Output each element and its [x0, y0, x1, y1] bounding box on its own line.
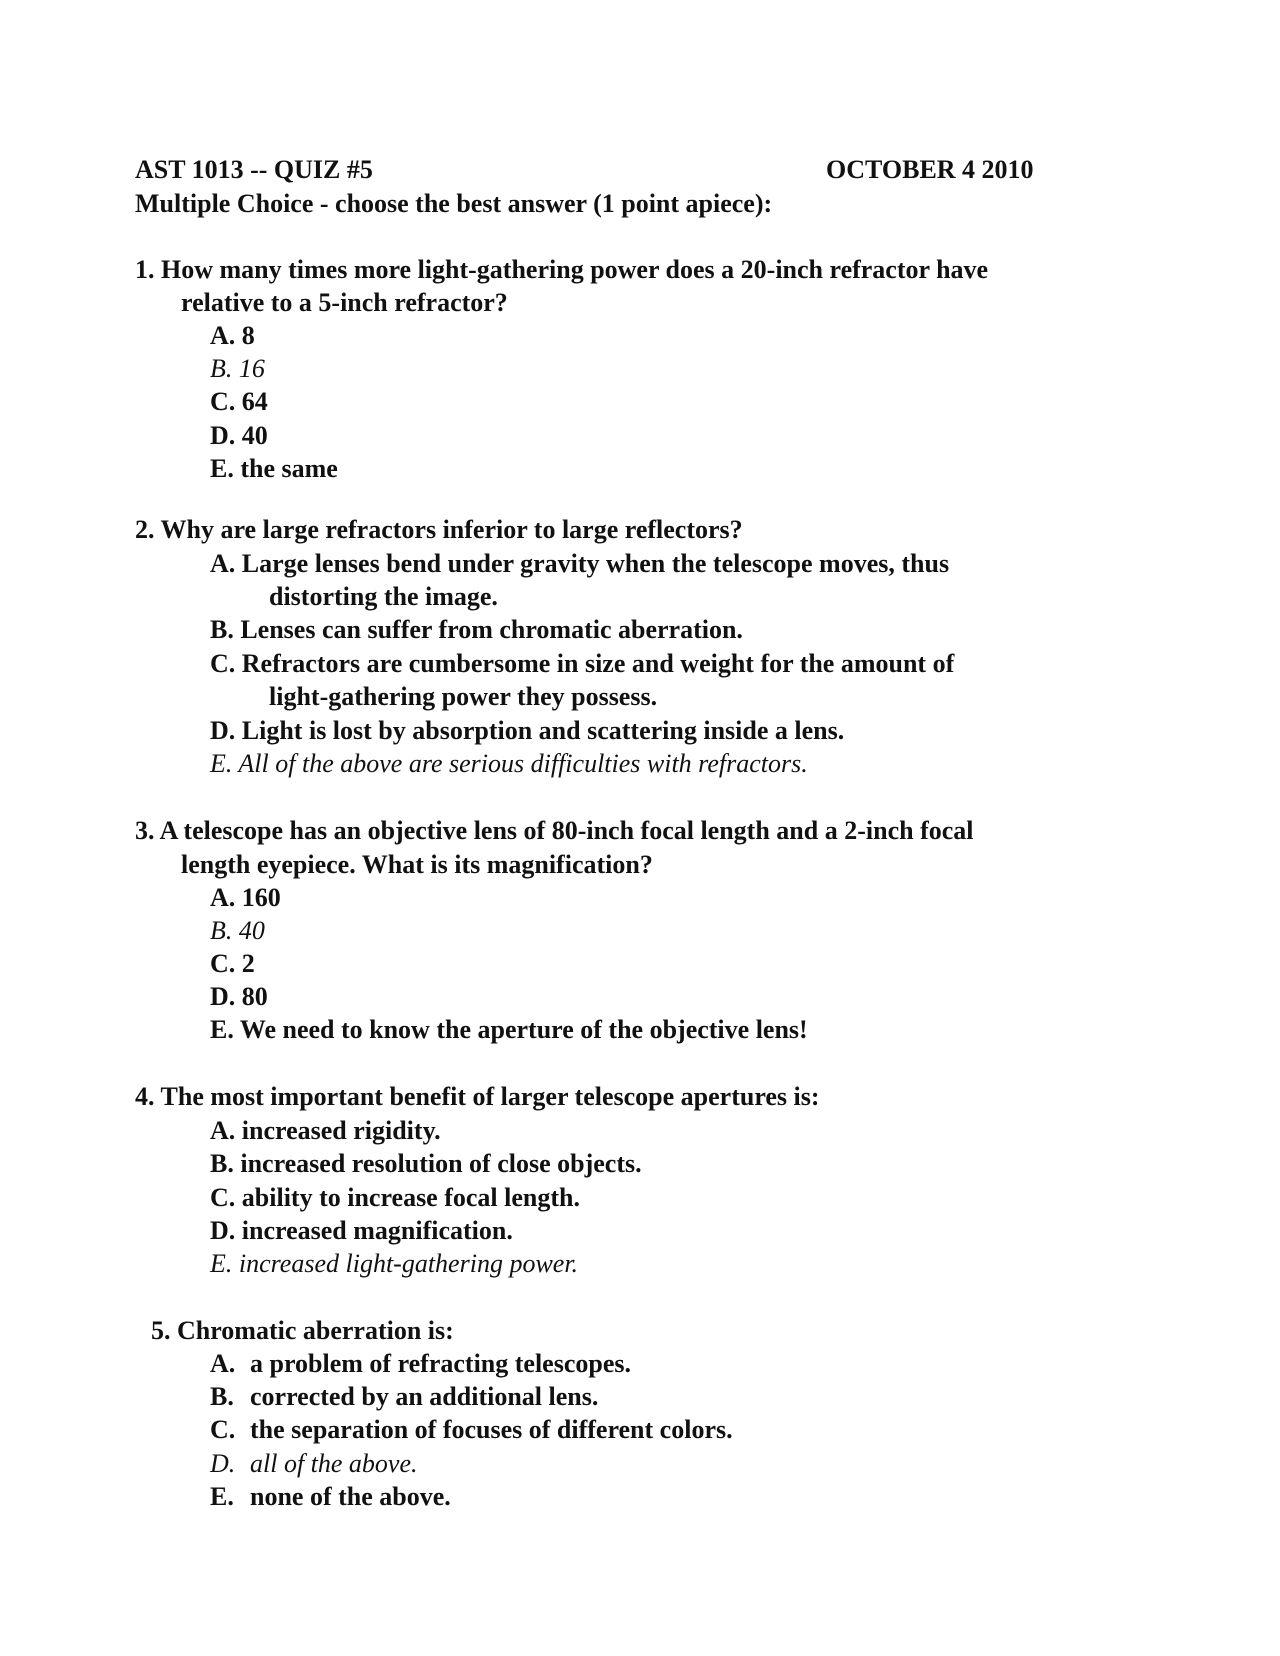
option-2c-continued: light-gathering power they possess. — [269, 682, 658, 711]
question-text — [135, 514, 743, 546]
option-2d — [210, 715, 844, 747]
option-4a — [210, 1115, 441, 1147]
option-letter: B. — [210, 1149, 234, 1178]
option-text: all of the above. — [250, 1449, 418, 1478]
option-1b-correct — [210, 353, 265, 385]
option-3c — [210, 948, 255, 980]
question-text-continued: length eyepiece. What is its magnification? — [181, 850, 653, 879]
option-text: a problem of refracting telescopes. — [250, 1349, 631, 1378]
option-1c — [210, 386, 268, 418]
question-number: 3. — [135, 816, 155, 845]
option-2c — [210, 648, 954, 680]
question-stem: Why are large refractors inferior to large reflectors? — [160, 515, 743, 544]
option-5a — [210, 1348, 631, 1380]
option-text: 160 — [241, 883, 281, 912]
option-letter: E. — [210, 454, 234, 483]
option-letter: D. — [210, 1216, 236, 1245]
question-text-continued: relative to a 5-inch refractor? — [181, 288, 508, 317]
option-letter: A. — [210, 883, 236, 912]
option-text: the same — [240, 454, 338, 483]
option-2a-continued: distorting the image. — [269, 582, 498, 611]
option-text: increased light-gathering power. — [238, 1249, 579, 1278]
option-letter: E. — [210, 1249, 233, 1278]
option-text: the separation of focuses of different colors. — [250, 1415, 733, 1444]
option-text: All of the above are serious difficulties with refractors. — [238, 749, 808, 778]
option-5c — [210, 1414, 733, 1446]
option-text: 64 — [241, 387, 268, 416]
option-letter: E. — [210, 1015, 234, 1044]
option-letter: C. — [210, 1415, 236, 1444]
option-text: Large lenses bend under gravity when the telescope moves, thus — [241, 549, 950, 578]
option-2b — [210, 614, 743, 646]
question-stem: A telescope has an objective lens of 80-inch focal length and a 2-inch focal — [159, 816, 974, 845]
option-text: Light is lost by absorption and scattering inside a lens. — [241, 716, 845, 745]
option-letter: B. — [210, 916, 233, 945]
option-3a — [210, 882, 281, 914]
option-3d — [210, 981, 268, 1013]
option-letter: E. — [210, 1482, 234, 1511]
option-text: 16 — [238, 354, 265, 383]
option-2a — [210, 548, 949, 580]
option-letter: A. — [210, 1349, 236, 1378]
option-3b-correct — [210, 915, 265, 947]
question-stem: The most important benefit of larger telescope apertures is: — [160, 1082, 820, 1111]
option-letter: D. — [210, 716, 236, 745]
question-text — [135, 1081, 820, 1113]
option-3e — [210, 1014, 808, 1046]
option-2e-correct — [210, 748, 808, 780]
option-5b — [210, 1381, 598, 1413]
option-text: Lenses can suffer from chromatic aberration. — [240, 615, 743, 644]
option-letter: A. — [210, 321, 236, 350]
option-text: none of the above. — [250, 1482, 451, 1511]
option-letter: D. — [210, 1449, 236, 1478]
option-text: Refractors are cumbersome in size and weight for the amount of — [241, 649, 955, 678]
option-4c — [210, 1182, 580, 1214]
question-number: 2. — [135, 515, 155, 544]
option-text: increased rigidity. — [241, 1116, 441, 1145]
question-text — [135, 815, 974, 847]
option-text: 8 — [241, 321, 255, 350]
option-letter: A. — [210, 1116, 236, 1145]
question-number: 5. — [151, 1316, 171, 1345]
question-stem: Chromatic aberration is: — [177, 1316, 454, 1345]
question-number: 1. — [135, 255, 155, 284]
course-title: AST 1013 -- QUIZ #5 — [135, 155, 373, 184]
option-letter: C. — [210, 649, 236, 678]
option-4d — [210, 1215, 513, 1247]
option-1d — [210, 420, 268, 452]
option-letter: A. — [210, 549, 236, 578]
option-text: 2 — [241, 949, 255, 978]
option-letter: B. — [210, 615, 234, 644]
option-letter: E. — [210, 749, 233, 778]
option-letter: C. — [210, 949, 236, 978]
option-text: increased resolution of close objects. — [240, 1149, 642, 1178]
option-text: We need to know the aperture of the objective lens! — [239, 1015, 808, 1044]
option-text: 40 — [238, 916, 265, 945]
option-text: 80 — [241, 982, 268, 1011]
option-5e — [210, 1481, 451, 1513]
option-letter: C. — [210, 387, 236, 416]
option-text: ability to increase focal length. — [241, 1183, 580, 1212]
option-1e — [210, 453, 338, 485]
quiz-date: OCTOBER 4 2010 — [826, 155, 1034, 184]
option-letter: B. — [210, 354, 233, 383]
option-text: 40 — [241, 421, 268, 450]
option-4b — [210, 1148, 642, 1180]
question-number: 4. — [135, 1082, 155, 1111]
instructions: Multiple Choice - choose the best answer (1 point apiece): — [135, 189, 773, 218]
option-4e-correct — [210, 1248, 578, 1280]
question-stem: How many times more light-gathering power does a 20-inch refractor have — [161, 255, 989, 284]
option-5d-correct — [210, 1448, 418, 1480]
option-letter: D. — [210, 982, 236, 1011]
question-text — [151, 1315, 454, 1347]
option-letter: B. — [210, 1382, 234, 1411]
option-1a — [210, 320, 255, 352]
question-text — [135, 254, 988, 286]
option-letter: D. — [210, 421, 236, 450]
option-letter: C. — [210, 1183, 236, 1212]
option-text: increased magnification. — [241, 1216, 513, 1245]
option-text: corrected by an additional lens. — [250, 1382, 599, 1411]
